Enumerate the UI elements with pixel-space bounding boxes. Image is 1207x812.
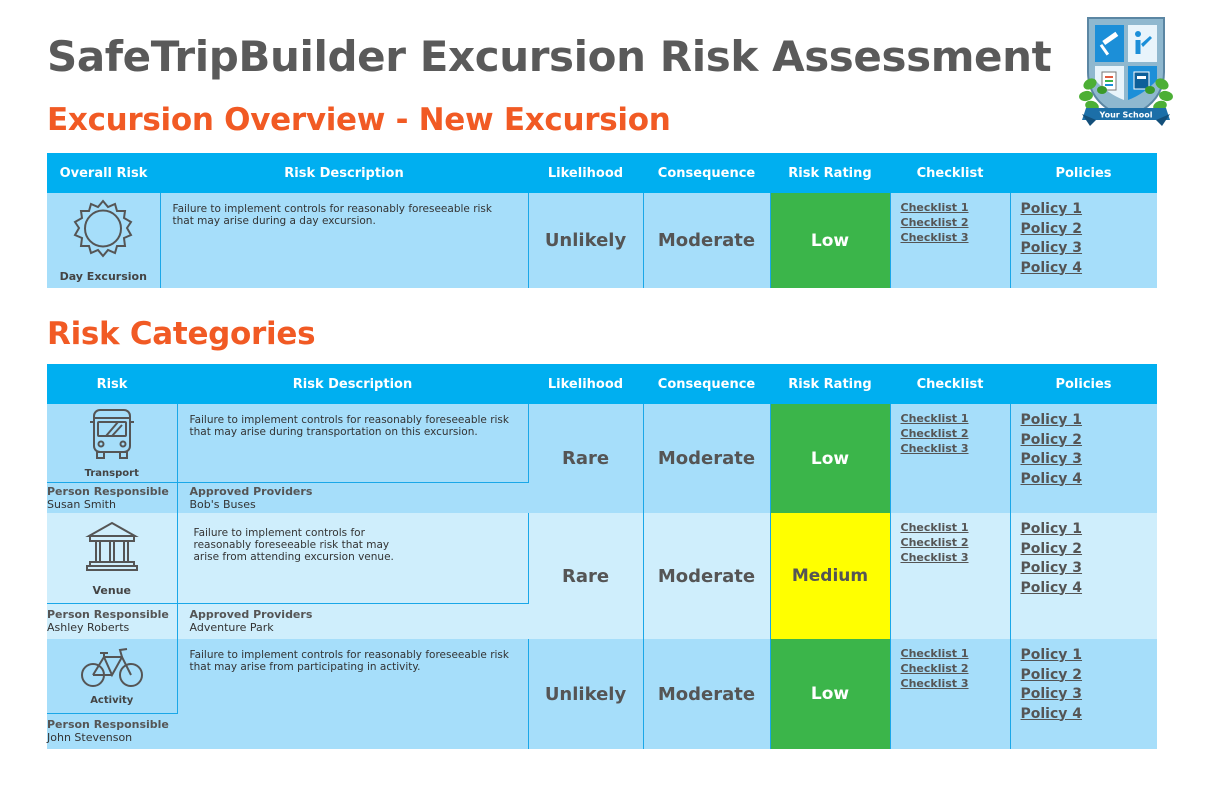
policy-link-2[interactable]: Policy 2 — [1020, 431, 1083, 448]
risk-description: Failure to implement controls for reasonably foreseeable risk that may arise from participating in activity. — [177, 639, 528, 749]
policy-link-4[interactable]: Policy 4 — [1020, 579, 1083, 596]
risk-label: Activity — [90, 695, 134, 707]
policy-link-2[interactable]: Policy 2 — [1020, 540, 1083, 557]
checklist-link-2[interactable]: Checklist 2 — [900, 216, 969, 229]
policy-link-3[interactable]: Policy 3 — [1020, 240, 1083, 256]
checklist-link-3[interactable]: Checklist 3 — [900, 231, 969, 244]
logo-label: Your School — [1099, 110, 1153, 120]
sun-icon — [69, 198, 137, 264]
col-checklist: Checklist — [890, 364, 1010, 404]
person-responsible: Person Responsible John Stevenson — [47, 713, 177, 749]
policies-cell — [1010, 639, 1157, 749]
col-policies: Policies — [1010, 364, 1157, 404]
overview-header-row — [47, 153, 1157, 193]
risk-description: Failure to implement controls for reasonably foreseeable risk that may arise from attending excursion venue. — [177, 513, 528, 603]
overall-risk-cell — [47, 193, 160, 288]
table-row — [47, 639, 1157, 713]
col-risk-description: Risk Description — [160, 153, 528, 193]
likelihood-cell: Rare — [528, 404, 643, 513]
risk-rating-cell: Low — [770, 404, 890, 513]
likelihood-cell: Unlikely — [528, 639, 643, 749]
risk-cell — [47, 404, 177, 482]
policy-link-3[interactable]: Policy 3 — [1020, 686, 1083, 702]
col-risk-rating: Risk Rating — [770, 153, 890, 193]
bicycle-icon — [80, 645, 144, 691]
overview-heading: Excursion Overview - New Excursion — [47, 102, 671, 138]
table-row — [47, 404, 1157, 482]
checklist-link-1[interactable]: Checklist 1 — [900, 412, 969, 425]
person-responsible: Person Responsible Susan Smith — [47, 482, 177, 513]
museum-icon — [83, 518, 141, 578]
categories-heading: Risk Categories — [47, 316, 316, 352]
checklist-link-2[interactable]: Checklist 2 — [900, 427, 969, 440]
policy-link-1[interactable]: Policy 1 — [1020, 647, 1083, 663]
overview-likelihood: Unlikely — [528, 193, 643, 288]
overview-row — [47, 193, 1157, 288]
col-risk-description: Risk Description — [177, 364, 528, 404]
checklist-link-1[interactable]: Checklist 1 — [900, 521, 969, 534]
checklist-cell — [890, 404, 1010, 513]
overview-consequence: Moderate — [643, 193, 770, 288]
risk-rating-cell: Low — [770, 639, 890, 749]
policy-link-1[interactable]: Policy 1 — [1020, 201, 1083, 217]
policies-cell — [1010, 513, 1157, 639]
col-likelihood: Likelihood — [528, 153, 643, 193]
col-likelihood: Likelihood — [528, 364, 643, 404]
checklist-link-2[interactable]: Checklist 2 — [900, 662, 969, 675]
checklist-cell — [890, 513, 1010, 639]
bus-icon — [84, 406, 140, 462]
risk-label: Transport — [84, 468, 139, 480]
overview-risk-rating: Low — [770, 193, 890, 288]
policy-link-2[interactable]: Policy 2 — [1020, 666, 1083, 683]
consequence-cell: Moderate — [643, 513, 770, 639]
categories-table — [47, 364, 1157, 749]
policy-link-1[interactable]: Policy 1 — [1020, 521, 1083, 537]
book-icon — [1134, 72, 1149, 89]
overall-risk-label: Day Excursion — [59, 270, 147, 283]
person-responsible: Person Responsible Ashley Roberts — [47, 603, 177, 639]
policy-link-3[interactable]: Policy 3 — [1020, 560, 1083, 576]
page-title: SafeTripBuilder Excursion Risk Assessment — [47, 32, 1052, 81]
checklist-link-3[interactable]: Checklist 3 — [900, 677, 969, 690]
approved-providers: Approved Providers Adventure Park — [177, 603, 528, 639]
categories-header-row — [47, 364, 1157, 404]
likelihood-cell: Rare — [528, 513, 643, 639]
approved-providers: Approved Providers Bob's Buses — [177, 482, 528, 513]
checklist-link-3[interactable]: Checklist 3 — [900, 551, 969, 564]
col-consequence: Consequence — [643, 364, 770, 404]
policy-link-4[interactable]: Policy 4 — [1020, 705, 1083, 722]
policies-cell — [1010, 404, 1157, 513]
col-overall-risk: Overall Risk — [47, 153, 160, 193]
table-row — [47, 513, 1157, 603]
col-risk: Risk — [47, 364, 177, 404]
policy-link-3[interactable]: Policy 3 — [1020, 451, 1083, 467]
overview-table — [47, 153, 1157, 288]
checklist-link-3[interactable]: Checklist 3 — [900, 442, 969, 455]
school-logo — [1078, 14, 1174, 132]
risk-cell — [47, 513, 177, 603]
policy-link-1[interactable]: Policy 1 — [1020, 412, 1083, 428]
risk-cell — [47, 639, 177, 713]
consequence-cell: Moderate — [643, 404, 770, 513]
col-consequence: Consequence — [643, 153, 770, 193]
policy-link-4[interactable]: Policy 4 — [1020, 259, 1083, 276]
risk-label: Venue — [92, 584, 131, 598]
policy-link-4[interactable]: Policy 4 — [1020, 470, 1083, 487]
checklist-link-2[interactable]: Checklist 2 — [900, 536, 969, 549]
overview-checklist-cell — [890, 193, 1010, 288]
risk-rating-cell: Medium — [770, 513, 890, 639]
consequence-cell: Moderate — [643, 639, 770, 749]
policy-link-2[interactable]: Policy 2 — [1020, 220, 1083, 237]
col-checklist: Checklist — [890, 153, 1010, 193]
overview-description: Failure to implement controls for reasonably foreseeable risk that may arise during a day excursion. — [160, 193, 528, 288]
checklist-link-1[interactable]: Checklist 1 — [900, 201, 969, 214]
col-risk-rating: Risk Rating — [770, 364, 890, 404]
risk-description: Failure to implement controls for reasonably foreseeable risk that may arise during transportation on this excursion. — [177, 404, 528, 482]
checklist-link-1[interactable]: Checklist 1 — [900, 647, 969, 660]
col-policies: Policies — [1010, 153, 1157, 193]
checklist-cell — [890, 639, 1010, 749]
overview-policies-cell — [1010, 193, 1157, 288]
